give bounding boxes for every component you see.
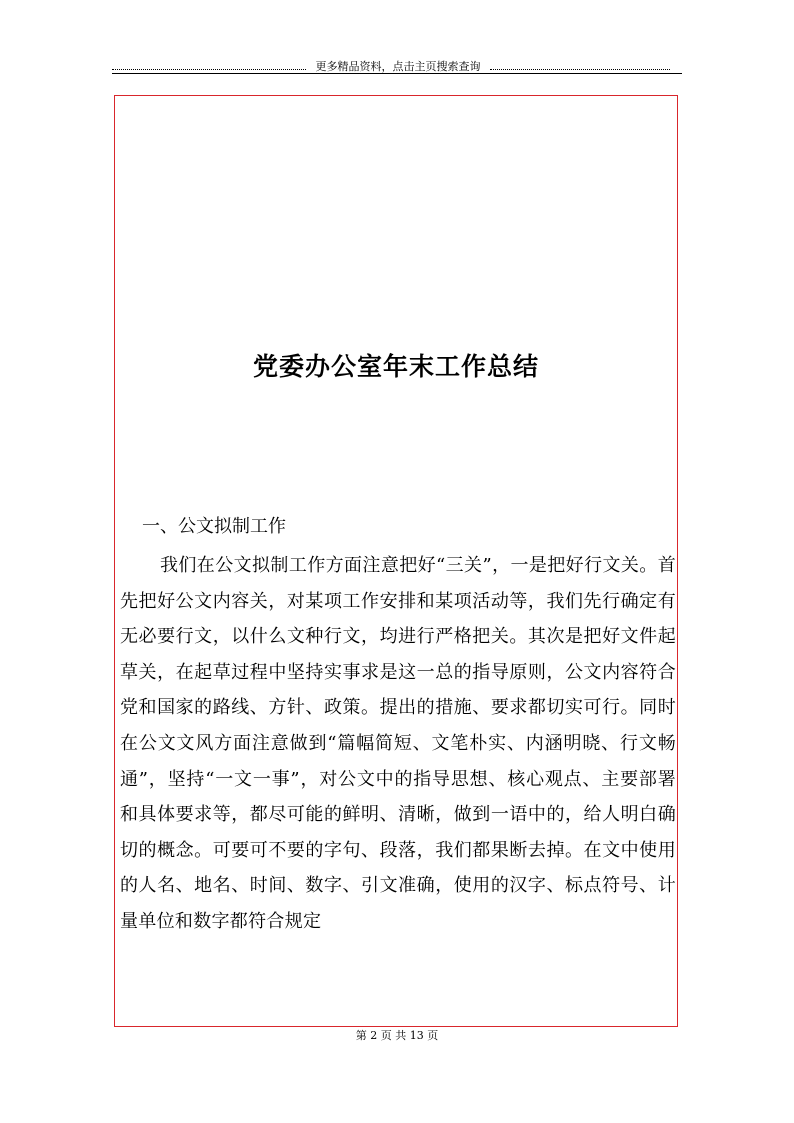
- header-rule: [112, 73, 682, 74]
- page-number: 第 2 页 共 13 页: [355, 1029, 439, 1042]
- header-dotted-rule-left: [112, 69, 306, 70]
- document-title: 党委办公室年末工作总结: [252, 351, 539, 381]
- header-dotted-rule-right: [490, 69, 670, 70]
- body-paragraph: 我们在公文拟制工作方面注意把好“三关”，一是把好行文关。首先把好公文内容关，对某项工作安排和某项活动等，我们先行确定有无必要行文，以什么文种行文，均进行严格把关。其次是把好文件起草关，在起草过程中坚持实事求是这一总的指导原则，公文内容符合党和国家的路线、方针、政策。提出的措施、要求都切实可行。同时在公文文风方面注意做到“篇幅简短、文笔朴实、内涵明晓、行文畅通”，坚持“一文一事”，对公文中的指导思想、核心观点、主要部署和具体要求等，都尽可能的鲜明、清晰，做到一语中的，给人明白确切的概念。可要可不要的字句、段落，我们都果断去掉。在文中使用的人名、地名、时间、数字、引文准确，使用的汉字、标点符号、计量单位和数字都符合规定: [120, 555, 676, 932]
- section-heading: 一、公文拟制工作: [142, 516, 286, 537]
- document-body: [120, 510, 676, 940]
- header-banner-text: 更多精品资料，点击主页搜索查询: [306, 60, 490, 74]
